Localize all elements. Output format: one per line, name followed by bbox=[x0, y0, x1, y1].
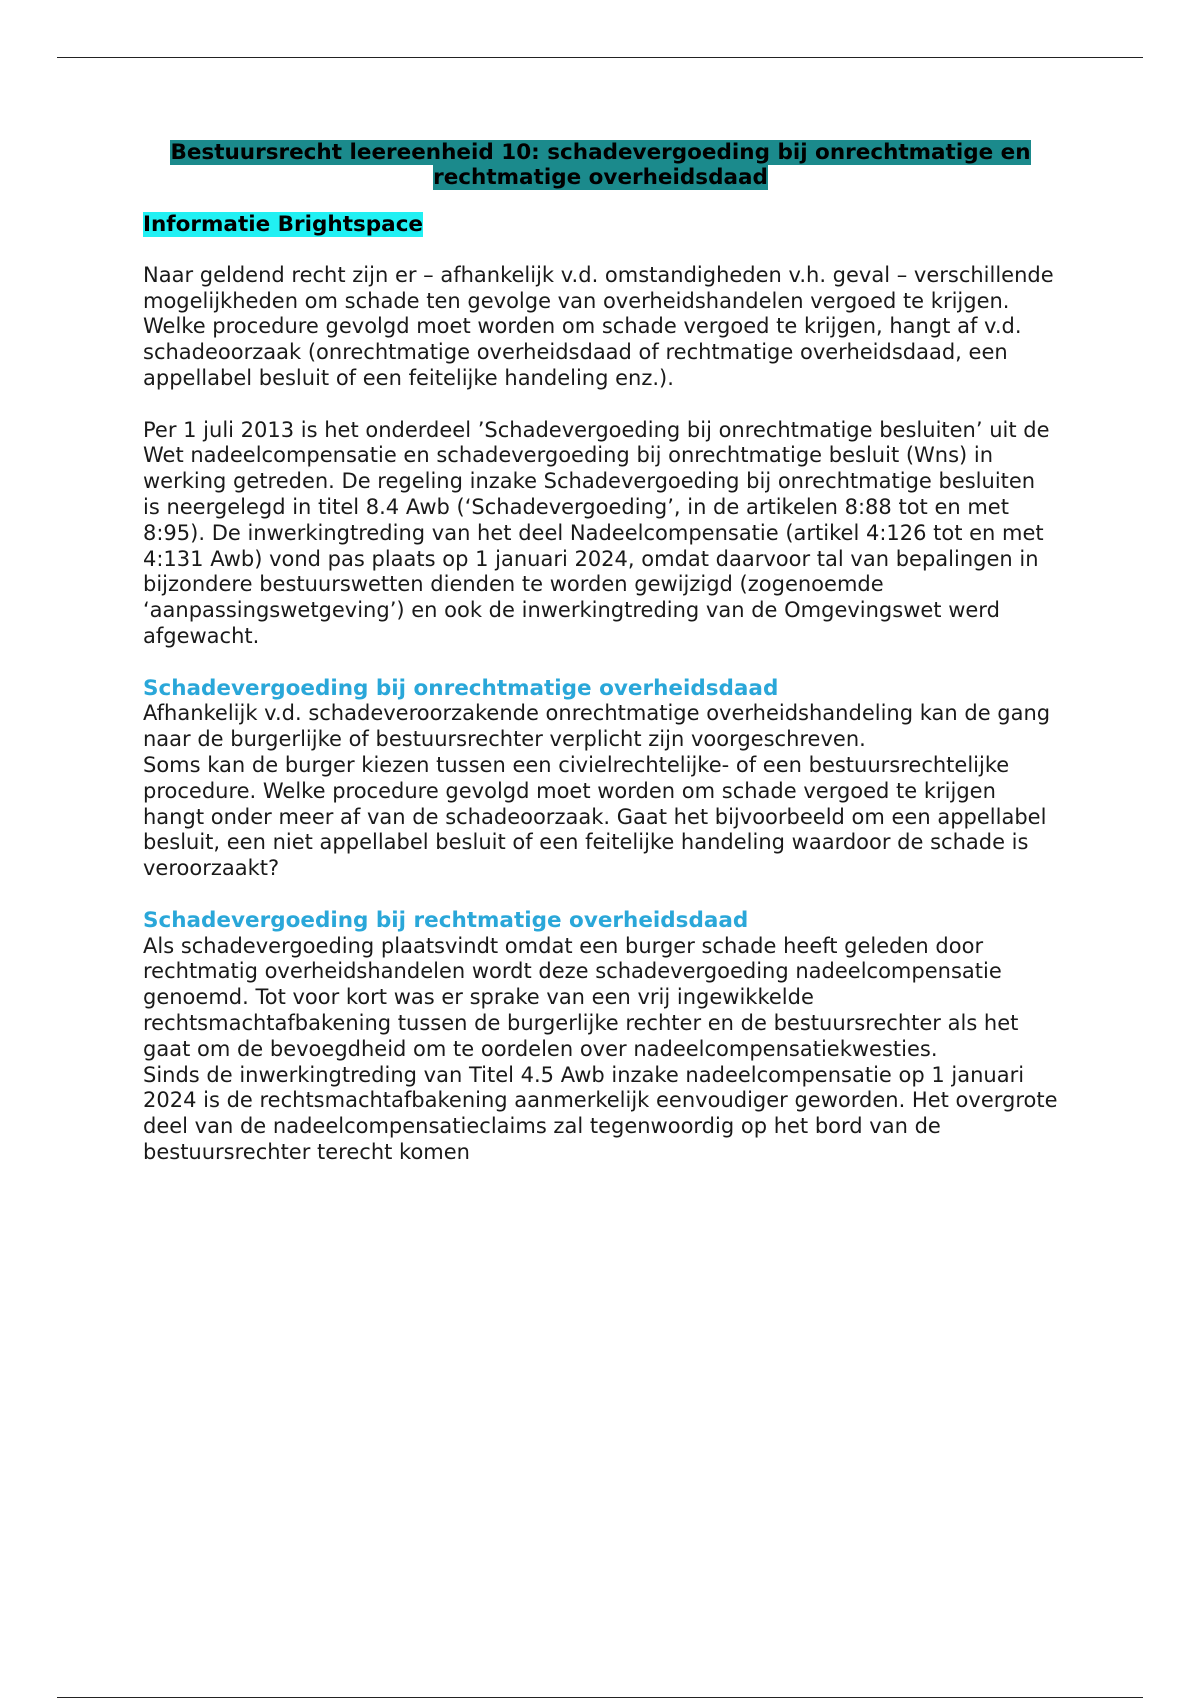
title-text: Bestuursrecht leereenheid 10: schadevergoeding bij onrechtmatige en rechtmatige overheidsdaad bbox=[170, 140, 1031, 190]
bottom-rule bbox=[57, 1697, 1143, 1698]
document-title bbox=[143, 140, 1058, 190]
info-label-text: Informatie Brightspace bbox=[143, 212, 424, 237]
intro-paragraph-3: Per 1 juli 2013 is het onderdeel ’Schadevergoeding bij onrechtmatige besluiten’ uit de Wet nadeelcompensatie en schadevergoeding bij onrechtmatige besluit (Wns) in werking getreden. De regeling inzake Schadevergoeding bij onrechtmatige besluiten is neergelegd in titel 8.4 Awb (‘Schadevergoeding’, in de artikelen 8:88 tot en met 8:95). De inwerkingtreding van het deel Nadeelcompensatie (artikel 4:126 tot en met 4:131 Awb) vond pas plaats op 1 januari 2024, omdat daarvoor tal van bepalingen in bijzondere bestuurswetten dienden te worden gewijzigd (zogenoemde ‘aanpassingswetgeving’) en ook de inwerkingtreding van de Omgevingswet werd afgewacht. bbox=[143, 417, 1050, 648]
intro-paragraph-2: Welke procedure gevolgd moet worden om schade vergoed te krijgen, hangt af v.d. schadeoorzaak (onrechtmatige overheidsdaad of rechtmatige overheidsdaad, een appellabel besluit of een feitelijke handeling enz.). bbox=[143, 314, 1022, 390]
top-rule bbox=[57, 57, 1143, 58]
section-heading-rechtmatig: Schadevergoeding bij rechtmatige overheidsdaad bbox=[143, 907, 749, 933]
section-onrechtmatig-paragraph-2: Soms kan de burger kiezen tussen een civielrechtelijke- of een bestuursrechtelijke procedure. Welke procedure gevolgd moet worden om schade vergoed te krijgen hangt onder meer af van de schadeoorzaak. Gaat het bijvoorbeeld om een appellabel besluit, een niet appellabel besluit of een feitelijke handeling waardoor de schade is veroorzaakt? bbox=[143, 752, 1047, 881]
document-body bbox=[143, 140, 1058, 1166]
info-label bbox=[143, 212, 1058, 237]
section-heading-onrechtmatig: Schadevergoeding bij onrechtmatige overheidsdaad bbox=[143, 675, 779, 701]
section-rechtmatig-paragraph-1: Als schadevergoeding plaatsvindt omdat een burger schade heeft geleden door rechtmatig overheidshandelen wordt deze schadevergoeding nadeelcompensatie genoemd. Tot voor kort was er sprake van een vrij ingewikkelde rechtsmachtafbakening tussen de burgerlijke rechter en de bestuursrechter als het gaat om de bevoegdheid om te oordelen over nadeelcompensatiekwesties. bbox=[143, 933, 1019, 1061]
section-rechtmatig-paragraph-2: Sinds de inwerkingtreding van Titel 4.5 Awb inzake nadeelcompensatie op 1 januari 2024 is de rechtsmachtafbakening aanmerkelijk eenvoudiger geworden. Het overgrote deel van de nadeelcompensatieclaims zal tegenwoordig op het bord van de bestuursrechter terecht komen bbox=[143, 1062, 1058, 1164]
intro-paragraph-1: Naar geldend recht zijn er – afhankelijk v.d. omstandigheden v.h. geval – verschillende mogelijkheden om schade ten gevolge van overheidshandelen vergoed te krijgen. bbox=[143, 262, 1054, 313]
section-onrechtmatig-paragraph-1: Afhankelijk v.d. schadeveroorzakende onrechtmatige overheidshandeling kan de gang naar de burgerlijke of bestuursrechter verplicht zijn voorgeschreven. bbox=[143, 701, 1051, 752]
